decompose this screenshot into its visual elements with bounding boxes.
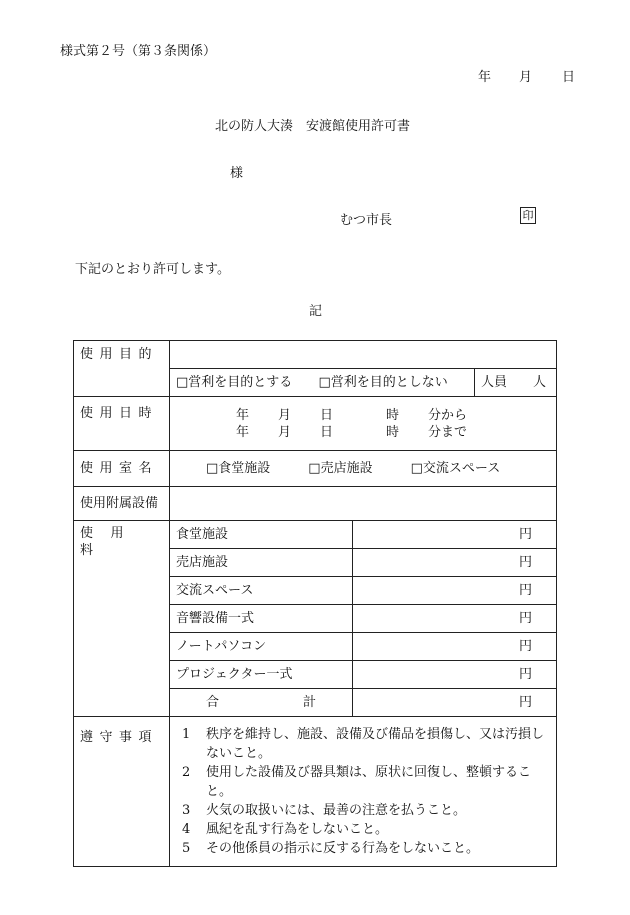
people-unit: 人 <box>533 375 547 390</box>
from-day: 日 <box>320 407 334 423</box>
equipment-input[interactable] <box>170 487 557 521</box>
fee-amount[interactable]: 円 <box>353 661 557 689</box>
rule-item: 5 その他係員の指示に反する行為をしないこと。 <box>182 841 480 856</box>
people-label: 人員 <box>481 375 508 390</box>
datetime-from-line <box>176 407 550 424</box>
document-title: 北の防人大湊 安渡館使用許可書 <box>215 119 411 134</box>
purpose-input[interactable] <box>170 341 557 369</box>
permit-table <box>73 340 557 867</box>
rules-list <box>170 717 557 867</box>
to-minute: 分まで <box>428 424 468 440</box>
datetime-label: 使用日時 <box>74 397 170 451</box>
fee-item: プロジェクター一式 <box>170 661 353 689</box>
from-minute: 分から <box>428 407 468 423</box>
date-month-label: 月 <box>519 70 533 85</box>
form-number: 様式第２号（第３条関係） <box>60 44 217 59</box>
date-year-label: 年 <box>478 70 492 85</box>
seal-box: 印 <box>520 207 536 224</box>
room-option-exchange[interactable]: □交流スペース <box>410 461 501 476</box>
fee-amount[interactable]: 円 <box>353 549 557 577</box>
from-year: 年 <box>236 407 250 423</box>
issuer-name: むつ市長 <box>340 213 393 228</box>
fee-amount[interactable]: 円 <box>353 605 557 633</box>
rule-item: 3 火気の取扱いには、最善の注意を払うこと。 <box>182 803 467 818</box>
intro-text: 下記のとおり許可します。 <box>75 262 230 277</box>
room-option-shop[interactable]: □売店施設 <box>308 461 373 476</box>
people-cell[interactable] <box>475 369 557 397</box>
fee-item: ノートパソコン <box>170 633 353 661</box>
to-day: 日 <box>320 424 334 440</box>
addressee-suffix: 様 <box>230 166 244 181</box>
to-year: 年 <box>236 424 250 440</box>
ki-heading: 記 <box>309 304 323 319</box>
fee-amount[interactable]: 円 <box>353 521 557 549</box>
fee-amount[interactable]: 円 <box>353 577 557 605</box>
datetime-to-line <box>176 424 550 441</box>
fee-item: 売店施設 <box>170 549 353 577</box>
fee-total-amount[interactable]: 円 <box>353 689 557 717</box>
fee-item: 交流スペース <box>170 577 353 605</box>
rules-label: 遵守事項 <box>74 717 170 867</box>
purpose-options <box>170 369 475 397</box>
to-month: 月 <box>278 424 292 440</box>
rule-item: 4 風紀を乱す行為をしないこと。 <box>182 822 389 837</box>
room-option-cafeteria[interactable]: □食堂施設 <box>206 461 271 476</box>
datetime-cell[interactable] <box>170 397 557 451</box>
purpose-option-nonprofit[interactable]: □営利を目的としない <box>318 375 448 390</box>
purpose-option-profit[interactable]: □営利を目的とする <box>176 375 293 390</box>
date-day-label: 日 <box>562 70 576 85</box>
rooms-cell <box>170 451 557 487</box>
total-label-a: 合 <box>206 695 220 710</box>
from-month: 月 <box>278 407 292 423</box>
rooms-label: 使用室名 <box>74 451 170 487</box>
from-hour: 時 <box>386 407 400 423</box>
fee-item: 食堂施設 <box>170 521 353 549</box>
fee-item: 音響設備一式 <box>170 605 353 633</box>
purpose-label: 使用目的 <box>74 341 170 397</box>
fees-label: 使用料 <box>74 521 170 717</box>
total-label-b: 計 <box>302 695 316 710</box>
rule-item: 1 秩序を維持し、施設、設備及び備品を損傷し、又は汚損しないこと。 <box>182 727 545 761</box>
fee-total-label <box>170 689 353 717</box>
equipment-label: 使用附属設備 <box>74 487 170 521</box>
rule-item: 2 使用した設備及び器具類は、原状に回復し、整頓すること。 <box>182 765 532 799</box>
to-hour: 時 <box>386 424 400 440</box>
fee-amount[interactable]: 円 <box>353 633 557 661</box>
